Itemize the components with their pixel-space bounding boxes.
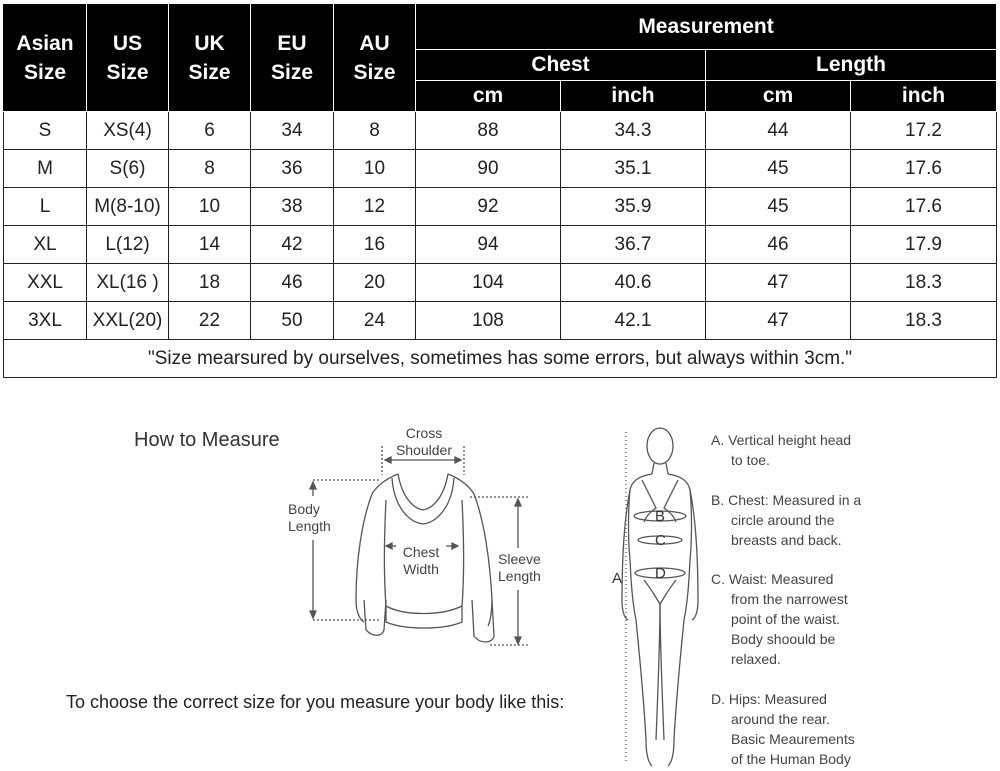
cell-chest-inch: 40.6 [561, 264, 706, 302]
cell-au: 8 [334, 112, 416, 150]
legend-item-d: D. Hips: Measured around the rear. Basic Meaurements of the Human Body [711, 691, 855, 767]
marker-d: D [655, 565, 666, 582]
marker-b: B [655, 508, 666, 525]
legend-item-c: C. Waist: Measured from the narrowest point of the waist. Body shoould be relaxed. [711, 571, 848, 667]
cell-chest-cm: 88 [416, 112, 561, 150]
cell-chest-inch: 35.9 [561, 188, 706, 226]
body-length-label: Body Length [288, 501, 331, 534]
header-uk-size: UK Size [169, 4, 251, 112]
cell-chest-inch: 35.1 [561, 150, 706, 188]
chest-width-label: Chest Width [396, 544, 446, 578]
cell-chest-inch: 36.7 [561, 226, 706, 264]
marker-c: C [655, 532, 666, 549]
cell-asian: S [4, 112, 87, 150]
header-asian-size: Asian Size [4, 4, 87, 112]
cell-length-cm: 47 [706, 264, 851, 302]
header-chest-cm: cm [416, 81, 561, 112]
cell-length-inch: 18.3 [851, 302, 997, 340]
sleeve-length-label: Sleeve Length [498, 551, 541, 584]
cell-us: M(8-10) [87, 188, 169, 226]
cell-chest-inch: 34.3 [561, 112, 706, 150]
cell-length-inch: 18.3 [851, 264, 997, 302]
cell-asian: XXL [4, 264, 87, 302]
cell-uk: 22 [169, 302, 251, 340]
header-us-size: US Size [87, 4, 169, 112]
cell-asian: 3XL [4, 302, 87, 340]
cell-length-inch: 17.9 [851, 226, 997, 264]
cell-uk: 18 [169, 264, 251, 302]
body-figure-illustration [622, 428, 698, 766]
cell-au: 16 [334, 226, 416, 264]
legend-item-b: B. Chest: Measured in a circle around the breasts and back. [711, 492, 862, 548]
cell-length-inch: 17.2 [851, 112, 997, 150]
cell-chest-inch: 42.1 [561, 302, 706, 340]
cross-shoulder-label: Cross Shoulder [395, 425, 453, 458]
cell-asian: M [4, 150, 87, 188]
cell-us: L(12) [87, 226, 169, 264]
cell-chest-cm: 108 [416, 302, 561, 340]
cell-uk: 10 [169, 188, 251, 226]
cell-uk: 6 [169, 112, 251, 150]
header-chest-inch: inch [561, 81, 706, 112]
legend-item-a: A. Vertical height head to toe. [711, 432, 852, 468]
cell-uk: 8 [169, 150, 251, 188]
header-length-cm: cm [706, 81, 851, 112]
cell-eu: 42 [251, 226, 334, 264]
header-au-size: AU Size [334, 4, 416, 112]
cell-length-cm: 44 [706, 112, 851, 150]
cell-length-inch: 17.6 [851, 188, 997, 226]
cell-eu: 34 [251, 112, 334, 150]
header-chest: Chest [416, 50, 706, 81]
choose-size-text: To choose the correct size for you measure your body like this: [66, 692, 565, 712]
cell-us: S(6) [87, 150, 169, 188]
cell-au: 10 [334, 150, 416, 188]
cell-eu: 46 [251, 264, 334, 302]
cell-us: XXL(20) [87, 302, 169, 340]
header-measurement: Measurement [416, 4, 997, 50]
cell-chest-cm: 104 [416, 264, 561, 302]
cell-eu: 50 [251, 302, 334, 340]
cell-asian: L [4, 188, 87, 226]
cell-us: XS(4) [87, 112, 169, 150]
marker-a: A [612, 570, 623, 587]
cell-chest-cm: 92 [416, 188, 561, 226]
cell-chest-cm: 90 [416, 150, 561, 188]
measurement-note: "Size mearsured by ourselves, sometimes has some errors, but always within 3cm." [4, 340, 997, 378]
cell-length-cm: 46 [706, 226, 851, 264]
cell-uk: 14 [169, 226, 251, 264]
how-to-measure-title: How to Measure [134, 429, 280, 451]
header-length: Length [706, 50, 997, 81]
cell-length-inch: 17.6 [851, 150, 997, 188]
cell-length-cm: 47 [706, 302, 851, 340]
cell-eu: 38 [251, 188, 334, 226]
cell-chest-cm: 94 [416, 226, 561, 264]
cell-length-cm: 45 [706, 150, 851, 188]
cell-au: 20 [334, 264, 416, 302]
header-length-inch: inch [851, 81, 997, 112]
cell-asian: XL [4, 226, 87, 264]
cell-us: XL(16 ) [87, 264, 169, 302]
cell-au: 12 [334, 188, 416, 226]
cell-eu: 36 [251, 150, 334, 188]
header-eu-size: EU Size [251, 4, 334, 112]
cell-length-cm: 45 [706, 188, 851, 226]
cell-au: 24 [334, 302, 416, 340]
